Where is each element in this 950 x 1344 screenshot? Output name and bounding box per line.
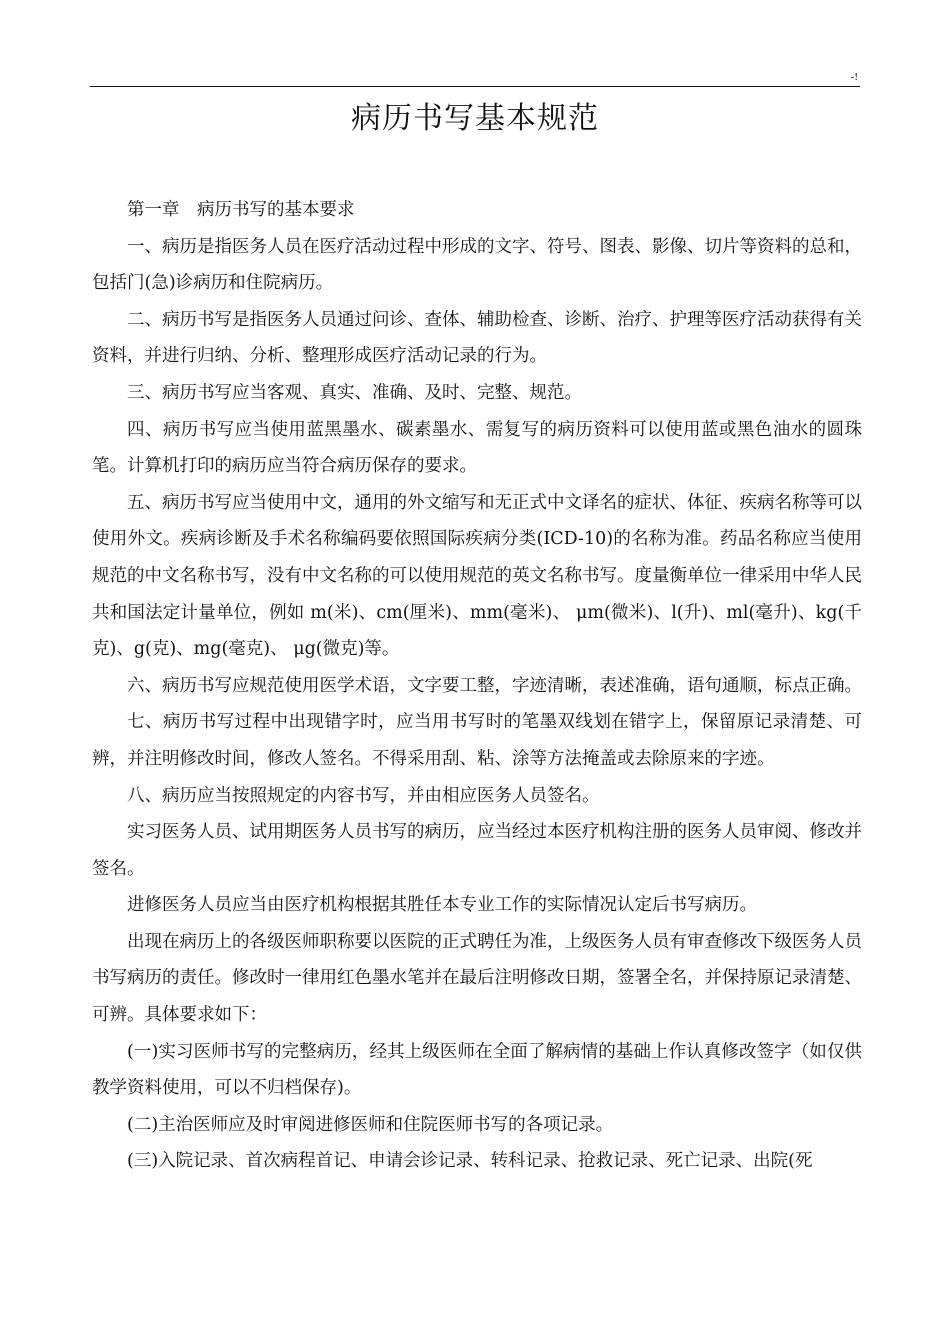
paragraph: 进修医务人员应当由医疗机构根据其胜任本专业工作的实际情况认定后书写病历。 — [127, 895, 757, 916]
paragraph: 出现在病历上的各级医师职称要以医院的正式聘任为准，上级医务人员有审查修改下级医务人员书写病历的责任。修改时一律用红色墨水笔并在最后注明修改日期，签署全名，并保持原记录清楚、可辨。具体要求如下： — [92, 931, 862, 1026]
paragraph: 一、病历是指医务人员在医疗活动过程中形成的文字、符号、图表、影像、切片等资料的总和，包括门(急)诊病历和住院病历。 — [92, 236, 862, 294]
paragraph: 二、病历书写是指医务人员通过问诊、查体、辅助检查、诊断、治疗、护理等医疗活动获得有关资料，并进行归纳、分析、整理形成医疗活动记录的行为。 — [92, 309, 862, 367]
header-rule — [90, 86, 860, 87]
document-body — [92, 192, 862, 1180]
document-title: 病历书写基本规范 — [351, 101, 599, 136]
page-header-mark: -! — [850, 71, 858, 83]
paragraph: (三)入院记录、首次病程首记、申请会诊记录、转科记录、抢救记录、死亡记录、出院(死 — [127, 1151, 813, 1172]
paragraph: 七、病历书写过程中出现错字时，应当用书写时的笔墨双线划在错字上，保留原记录清楚、可辨，并注明修改时间，修改人签名。不得采用刮、粘、涂等方法掩盖或去除原来的字迹。 — [92, 712, 862, 769]
paragraph: 五、病历书写应当使用中文，通用的外文缩写和无正式中文译名的症状、体征、疾病名称等可以使用外文。疾病诊断及手术名称编码要依照国际疾病分类(ICD-10)的名称为准。药品名称应当使用规范的中文名称书写，没有中文名称的可以使用规范的英文名称书写。度量衡单位一律采用中华人民共和国法定计量单位，例如 m(米)、cm(厘米)、mm(毫米)、 μm(微米)、l(升)、ml(毫升)、kg(千克)、g(克)、mg(毫克)、 μg(微克)等。 — [92, 492, 862, 660]
paragraph: (一)实习医师书写的完整病历，经其上级医师在全面了解病情的基础上作认真修改签字（如仅供教学资料使用，可以不归档保存)。 — [92, 1041, 862, 1099]
paragraph: (二)主治医师应及时审阅进修医师和住院医师书写的各项记录。 — [127, 1114, 614, 1135]
paragraph: 六、病历书写应规范使用医学术语，文字要工整，字迹清晰，表述准确，语句通顺，标点正确。 — [127, 675, 862, 696]
chapter-heading: 第一章 病历书写的基本要求 — [127, 200, 355, 220]
paragraph: 四、病历书写应当使用蓝黑墨水、碳素墨水、需复写的病历资料可以使用蓝或黑色油水的圆珠笔。计算机打印的病历应当符合病历保存的要求。 — [92, 419, 862, 477]
paragraph: 八、病历应当按照规定的内容书写，并由相应医务人员签名。 — [127, 785, 600, 806]
paragraph: 三、病历书写应当客观、真实、准确、及时、完整、规范。 — [127, 382, 582, 403]
paragraph: 实习医务人员、试用期医务人员书写的病历，应当经过本医疗机构注册的医务人员审阅、修改并签名。 — [92, 822, 862, 879]
